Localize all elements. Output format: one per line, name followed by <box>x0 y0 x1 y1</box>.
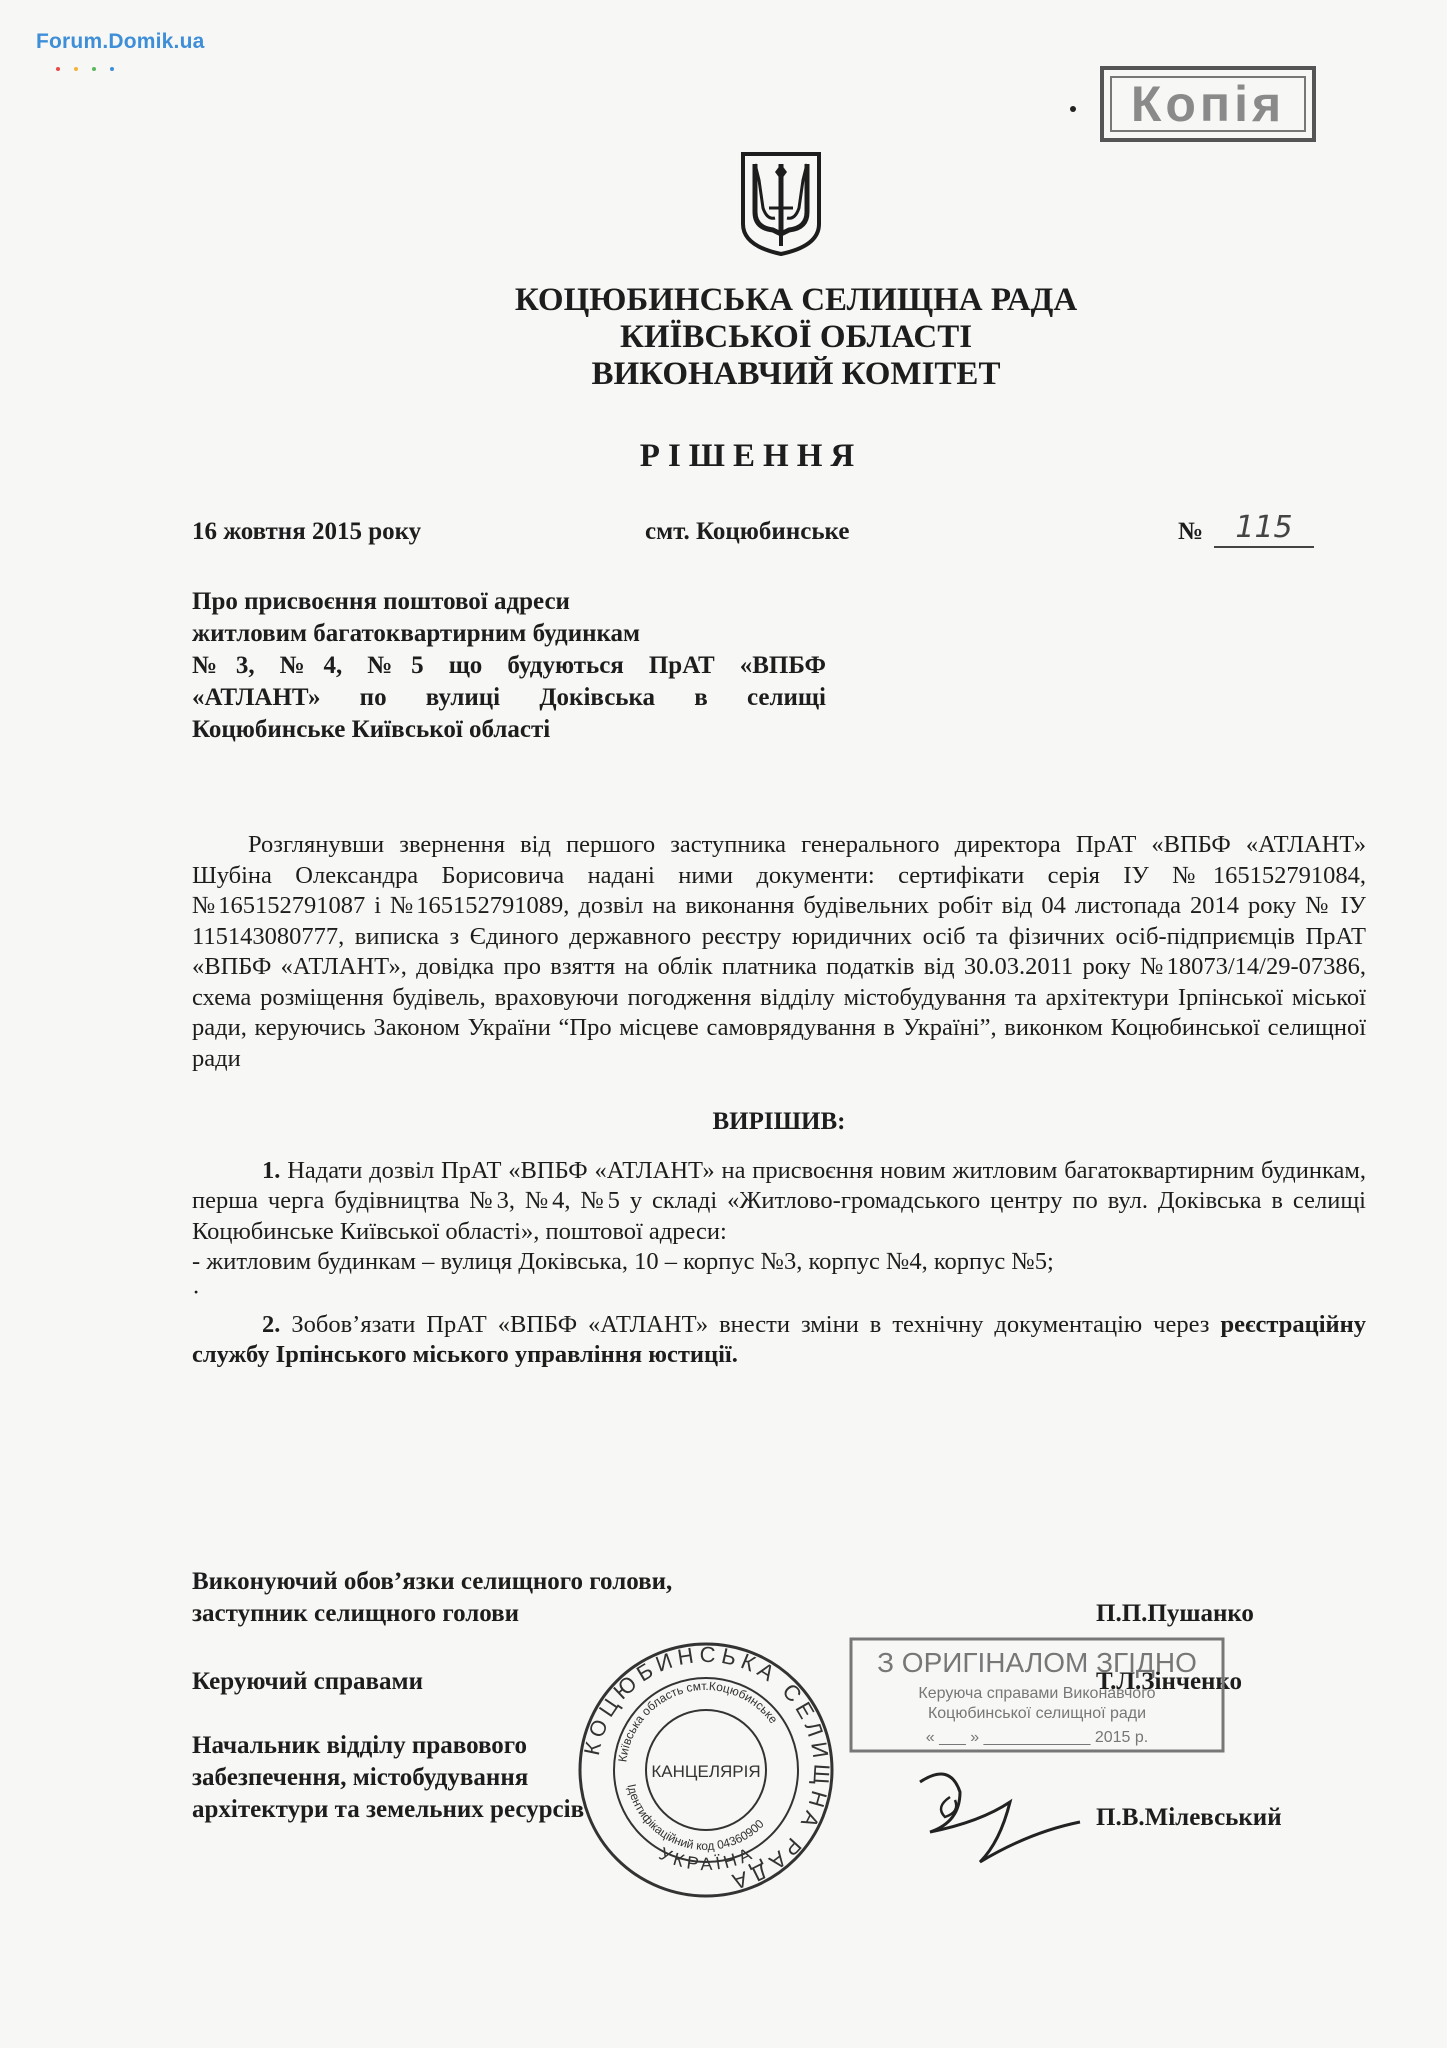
signatory-head-title <box>192 1566 672 1630</box>
item-text: Надати дозвіл ПрАТ «ВПБФ «АТЛАНТ» на присвоєння новим житловим багатоквартирним будинкам, перша черга будівництва №3, №4, №5 у складі «Житлово-громадського центру по вул. Доківська в селищі Коцюбинське Київської області», поштової адреси: <box>192 1156 1367 1245</box>
signatory-title-line: забезпечення, містобудування <box>192 1764 529 1791</box>
copy-stamp <box>1100 66 1316 142</box>
item-text: Зобов’язати ПрАТ «ВПБФ «АТЛАНТ» внести зміни в технічну документацію через <box>291 1310 1221 1338</box>
decision-body <box>192 830 1366 1371</box>
rect-stamp-line: « ___ » ____________ 2015 р. <box>925 1729 1149 1746</box>
spacer: · <box>192 1278 201 1306</box>
svg-text:Ідентифікаційний код 04360900 <box>624 1783 766 1853</box>
signatory-title-line: Начальник відділу правового <box>192 1732 528 1759</box>
subject-line: Коцюбинське Київської області <box>192 716 551 743</box>
subject-line: житловим багатоквартирним будинкам <box>192 620 641 647</box>
signatory-legal-title <box>192 1730 584 1826</box>
handwritten-signature <box>890 1762 1090 1882</box>
rect-stamp-line: Керуюча справами Виконавчого <box>918 1685 1156 1702</box>
resolution-item-1-address: - житловим будинкам – вулиця Доківська, 10 – корпус №3, корпус №4, корпус №5; <box>192 1248 1054 1275</box>
watermark-dots <box>56 58 128 76</box>
seal-outer-text: КОЦЮБИНСЬКА СЕЛИЩНА РАДА <box>578 1641 835 1896</box>
resolution-item-1 <box>192 1156 1366 1248</box>
copy-stamp-label: Копія <box>1110 76 1306 132</box>
signatory-manager-title: Керуючий справами <box>192 1668 423 1695</box>
signatory-title-line: заступник селищного голови <box>192 1600 520 1627</box>
signatory-head-name: П.П.Пушанко <box>1096 1600 1254 1627</box>
rect-stamp-line: Коцюбинської селищної ради <box>927 1705 1147 1722</box>
decision-number: 115 <box>1214 510 1314 548</box>
coat-of-arms-icon <box>737 150 825 258</box>
seal-bottom-text: УКРАЇНА <box>656 1842 759 1875</box>
seal-code-text: Ідентифікаційний код 04360900 <box>624 1782 767 1854</box>
decision-date: 16 жовтня 2015 року <box>192 518 422 545</box>
document-title: РІШЕННЯ <box>639 438 863 474</box>
header-line-council: КОЦЮБИНСЬКА СЕЛИЩНА РАДА <box>514 282 1078 318</box>
rect-stamp-line: З ОРИГІНАЛОМ ЗГІДНО <box>877 1647 1197 1678</box>
seal-center-text: КАНЦЕЛЯРІЯ <box>651 1762 761 1781</box>
issuer-header <box>0 282 1447 393</box>
item-number: 2. <box>262 1310 281 1338</box>
subject-line: Про присвоєння поштової адреси <box>192 588 570 615</box>
resolution-item-2 <box>192 1310 1366 1371</box>
decision-number-label: № <box>1178 518 1204 545</box>
header-line-committee: ВИКОНАВЧИЙ КОМІТЕТ <box>591 356 1001 392</box>
certified-copy-stamp <box>848 1636 1226 1754</box>
subject-line: «АТЛАНТ» по вулиці Доківська в селищі <box>192 684 826 711</box>
signatory-title-line: Виконуючий обов’язки селищного голови, <box>192 1568 673 1595</box>
decision-place: смт. Коцюбинське <box>645 518 850 545</box>
ink-dot <box>1070 106 1076 112</box>
seal-inner-text: Київська область смт.Коцюбинське <box>615 1678 781 1763</box>
signatory-manager-name: Т.Л.Зінченко <box>1096 1668 1243 1695</box>
header-line-region: КИЇВСЬКОЇ ОБЛАСТІ <box>619 319 973 355</box>
decision-subject <box>192 586 826 746</box>
round-seal <box>576 1640 836 1900</box>
subject-line: №3, №4, №5 що будуються ПрАТ «ВПБФ <box>192 652 826 679</box>
watermark: Forum.Domik.ua <box>36 30 205 53</box>
resolved-heading: ВИРІШИВ: <box>712 1108 846 1135</box>
signatory-legal-name: П.В.Мілевський <box>1096 1804 1282 1831</box>
signatory-title-line: архітектури та земельних ресурсів <box>192 1796 585 1823</box>
preamble-paragraph: Розглянувши звернення від першого заступника генерального директора ПрАТ «ВПБФ «АТЛАНТ» Шубіна Олександра Борисовича надані ними документи: сертифікати серія ІУ №165152791084, №165152791087 і №165152791089, дозвіл на виконання будівельних робіт від 04 листопада 2014 року № ІУ 115143080777, виписка з Єдиного державного реєстру юридичних осіб та фізичних осіб-підприємців ПрАТ «ВПБФ «АТЛАНТ», довідка про взяття на облік платника податків від 30.03.2011 року №18073/14/29-07386, схема розміщення будівель, враховуючи погодження відділу містобудування та архітектури Ірпінської міської ради, керуючись Законом України “Про місцеве самоврядування в Україні”, виконком Коцюбинської селищної ради <box>192 831 1366 1072</box>
item-text-emphasis: реєстраційну службу Ірпінського міського управління юстиції. <box>192 1310 1367 1368</box>
item-number: 1. <box>262 1156 281 1184</box>
